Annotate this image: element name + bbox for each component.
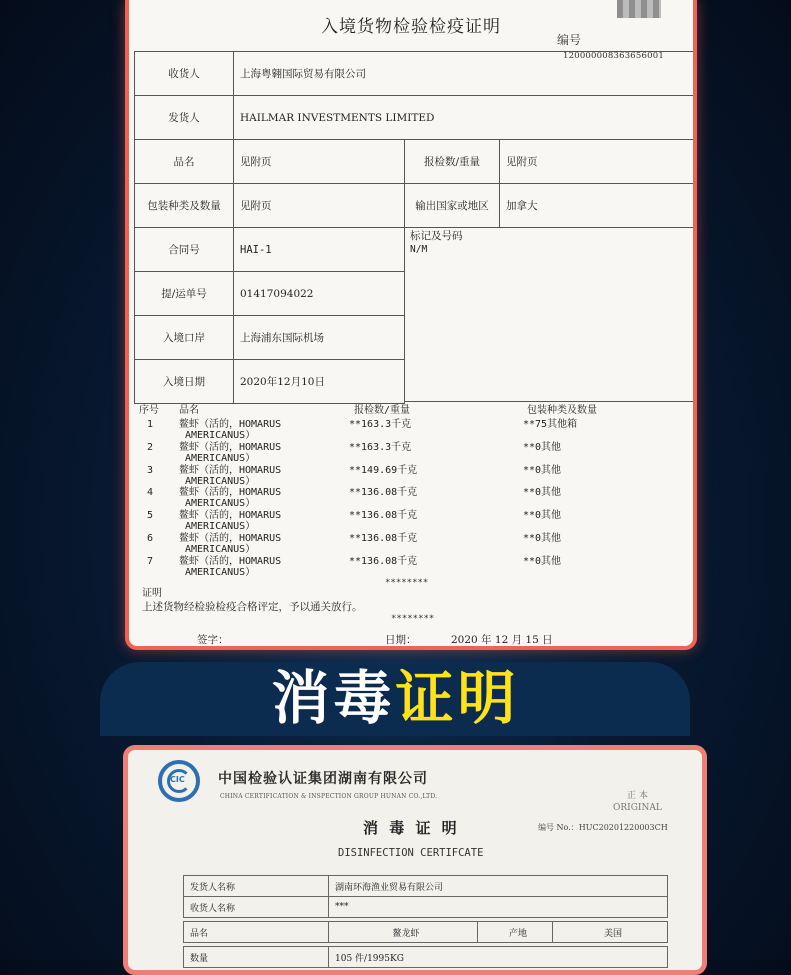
original-mark [613, 790, 662, 814]
d-origin-value: 美国 [552, 921, 668, 943]
items-header-package: 包装种类及数量 [527, 405, 597, 416]
items-header-no: 序号 [139, 405, 159, 416]
consignee-label: 收货人 [134, 51, 234, 96]
package-label: 包装种类及数量 [134, 183, 234, 228]
certificate-title: 入境货物检验检疫证明 [321, 17, 501, 37]
item-package: **75其他箱 [523, 419, 578, 430]
d-consignee-label: 收货人名称 [183, 896, 329, 918]
item-row [139, 496, 689, 533]
d-goods-value: 鳌龙虾 [328, 921, 478, 943]
cert-no-label: 编号 [557, 33, 582, 47]
item-no: 3 [147, 464, 154, 476]
consignee-value: 上海粤翱国际贸易有限公司 [233, 51, 694, 96]
item-weight: **136.08千克 [349, 510, 418, 522]
entry-date-label: 入境日期 [134, 359, 234, 404]
d-goods-label: 品名 [183, 921, 329, 943]
item-name-line1: 鳌虾（活的，HOMARUS [179, 441, 282, 453]
item-row [139, 473, 689, 510]
item-row [139, 542, 689, 578]
item-name-line1: 鳌虾（活的，HOMARUS [179, 419, 282, 430]
item-name-line1: 鳌虾（活的，HOMARUS [179, 555, 282, 567]
org-name-en: CHINA CERTIFICATION & INSPECTION GROUP HUNAN CO.,LTD. [220, 793, 438, 800]
qty-value: 见附页 [499, 139, 694, 184]
marks-cell [404, 227, 694, 402]
cic-logo-icon [158, 760, 200, 802]
item-no: 4 [147, 487, 154, 499]
port-value: 上海浦东国际机场 [233, 315, 405, 360]
sign-date: 2020 年 12 月 15 日 [451, 634, 553, 646]
original-cn: 正 本 [626, 791, 648, 801]
item-name-line2: AMERICANUS） [185, 452, 256, 464]
consignor-label: 发货人 [134, 95, 234, 140]
d-consignor-label: 发货人名称 [183, 875, 329, 897]
items-header-weight: 报检数/重量 [354, 405, 411, 416]
disinfection-title-en: DISINFECTION CERTIFCATE [338, 847, 484, 859]
item-weight: **136.08千克 [349, 555, 418, 567]
bl-label: 提/运单号 [134, 271, 234, 316]
goods-label: 品名 [134, 139, 234, 184]
item-row [139, 428, 689, 464]
item-name-line2: AMERICANUS） [185, 498, 256, 510]
item-no: 7 [147, 555, 154, 567]
qty-label: 报检数/重量 [404, 139, 500, 184]
goods-value: 见附页 [233, 139, 405, 184]
section-title-part2: 证明 [395, 664, 520, 732]
item-no: 1 [147, 419, 154, 430]
item-package: **0其他 [523, 441, 562, 453]
d-no-label: 编号 No.： [538, 823, 579, 832]
item-name-line2: AMERICANUS） [185, 430, 256, 441]
item-name-line1: 鳌虾（活的，HOMARUS [179, 533, 282, 544]
redacted-stamp [617, 0, 661, 18]
item-name-line2: AMERICANUS） [185, 566, 256, 578]
d-no-value: HUC20201220003CH [578, 823, 668, 832]
item-weight: **163.3千克 [349, 419, 412, 430]
item-package: **0其他 [523, 487, 562, 499]
bl-value: 01417094022 [233, 271, 405, 316]
inspection-certificate-panel [125, 0, 697, 650]
marks-value: N/M [410, 244, 428, 255]
info-table [134, 51, 694, 401]
item-weight: **136.08千克 [349, 487, 418, 499]
section-title-part1: 消毒 [271, 664, 396, 732]
certify-text: 上述货物经检验检疫合格评定，予以通关放行。 [142, 601, 363, 613]
item-no: 2 [147, 441, 154, 453]
d-consignor-value: 湖南环海渔业贸易有限公司 [328, 875, 668, 897]
disinfection-number [538, 822, 668, 833]
org-name: 中国检验认证集团湖南有限公司 [218, 771, 428, 787]
item-name-line2: AMERICANUS） [185, 544, 256, 555]
d-qty-value: 105 件/1995KG [328, 946, 668, 968]
item-package: **0其他 [523, 555, 562, 567]
d-qty-label: 数量 [183, 946, 329, 968]
item-row [139, 519, 689, 555]
item-row [139, 405, 689, 441]
disinfection-certificate-panel [123, 745, 707, 975]
sign-label: 签字： [197, 634, 229, 646]
item-no: 6 [147, 533, 154, 544]
consignor-value: HAILMAR INVESTMENTS LIMITED [233, 95, 694, 140]
d-origin-label: 产地 [477, 921, 553, 943]
item-no: 5 [147, 510, 154, 522]
contract-value: HAI-1 [233, 227, 405, 272]
item-name-line1: 鳌虾（活的，HOMARUS [179, 487, 282, 499]
logo-text: CIC [170, 775, 185, 784]
item-weight: **136.08千克 [349, 533, 418, 544]
item-name-line2: AMERICANUS） [185, 521, 256, 533]
items-header-name: 品名 [179, 405, 199, 416]
stars-separator-2: ******** [391, 614, 435, 624]
item-package: **0其他 [523, 510, 562, 522]
item-package: **0其他 [523, 464, 562, 476]
certify-label: 证明 [142, 588, 162, 599]
entry-date-value: 2020年12月10日 [233, 359, 405, 404]
cert-no-value: 120000008363656001 [563, 51, 664, 61]
disinfection-title: 消 毒 证 明 [363, 819, 460, 837]
contract-label: 合同号 [134, 227, 234, 272]
d-consignee-value: *** [328, 896, 668, 918]
marks-label: 标记及号码 [410, 230, 463, 242]
date-sign-label: 日期： [385, 634, 417, 646]
port-label: 入境口岸 [134, 315, 234, 360]
item-name-line1: 鳌虾（活的，HOMARUS [179, 464, 282, 476]
package-value: 见附页 [233, 183, 405, 228]
origin-label: 输出国家或地区 [404, 183, 500, 228]
item-name-line2: AMERICANUS） [185, 475, 256, 487]
item-weight: **163.3千克 [349, 441, 412, 453]
item-row [139, 451, 689, 487]
stars-separator: ******** [385, 578, 429, 588]
origin-value: 加拿大 [499, 183, 694, 228]
original-en: ORIGINAL [613, 803, 662, 813]
item-weight: **149.69千克 [349, 464, 418, 476]
section-title [0, 662, 791, 734]
item-name-line1: 鳌虾（活的，HOMARUS [179, 510, 282, 522]
item-package: **0其他 [523, 533, 562, 544]
